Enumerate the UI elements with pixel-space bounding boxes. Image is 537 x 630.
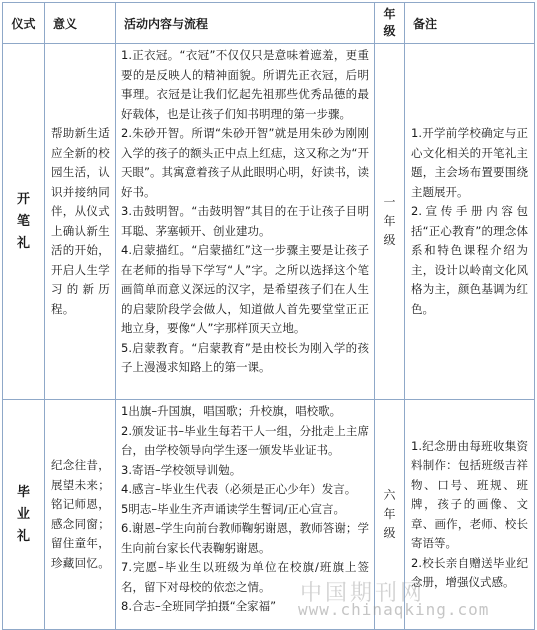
content-step: 7.完愿–毕业生以班级为单位在校旗/班旗上签名，留下对母校的依恋之情。: [121, 560, 369, 594]
header-content: 活动内容与流程: [116, 3, 375, 44]
content-step: 2.朱砂开智。所谓“朱砂开智”就是用朱砂为刚刚入学的孩子的额头正中点上红痣，这又称之为“开天眼”。其寓意着孩子从此眼明心明，好读书，读好书。: [121, 126, 369, 199]
ceremony-table: [2, 2, 535, 630]
header-meaning: 意义: [45, 3, 116, 44]
content-step: 1出旗–升国旗，唱国歌；升校旗，唱校歌。: [121, 404, 342, 418]
meaning-cell-kaibi: [45, 44, 116, 400]
content-step: 3.击鼓明智。“击鼓明智”其目的在于让孩子目明耳聪、茅塞顿开、创业建功。: [121, 204, 369, 238]
table-row-kaibi: [3, 44, 535, 400]
ceremony-type-kaibi: 开 笔 礼: [3, 44, 45, 400]
note-item: 2.宣传手册内容包括“正心教育”的理念体系和特色课程介绍为主，设计以岭南文化风格为主，颜色基调为红色。: [411, 204, 528, 316]
meaning-cell-biye: [45, 400, 116, 630]
content-step: 5.启蒙教育。“启蒙教育”是由校长为刚入学的孩子上漫漫求知路上的第一课。: [121, 340, 369, 374]
grade-cell-kaibi: 一 年 级: [375, 44, 405, 400]
content-step: 6.谢恩–学生向前台教师鞠躬谢恩，教师答谢；学生向前台家长代表鞠躬谢恩。: [121, 521, 369, 555]
grade-cell-biye: 六 年 级: [375, 400, 405, 630]
content-step: 8.合志–全班同学拍摄“全家福”: [121, 599, 277, 613]
header-notes: 备注: [405, 3, 535, 44]
content-step: 4.感言–毕业生代表（必须是正心少年）发言。: [121, 482, 357, 496]
note-item: 1.开学前学校确定与正心文化相关的开笔礼主题，主会场布置要围绕主题展开。: [411, 126, 528, 199]
watermark-url: www.chinaqking.com: [298, 600, 490, 619]
notes-cell-kaibi: [405, 44, 535, 400]
watermark-text: 中国期刊网: [300, 581, 426, 606]
note-item: 2.校长亲自赠送毕业纪念册，增强仪式感。: [411, 555, 528, 589]
header-type: 仪式: [3, 3, 45, 44]
content-cell-kaibi: [116, 44, 375, 400]
header-grade: 年级: [375, 3, 405, 44]
content-step: 1.正衣冠。“衣冠”不仅仅只是意味着遮羞，更重要的是反映人的精神面貌。所谓先正衣冠，后明事理。衣冠是让我们忆起先祖那些优秀品德的最好载体，也是让孩子们知书明理的第一步骤。: [121, 48, 369, 121]
ceremony-type-biye: 毕 业 礼: [3, 400, 45, 630]
content-step: 3.寄语–学校领导训勉。: [121, 462, 242, 477]
table-header-row: [3, 3, 535, 44]
table-row-biye: [3, 400, 535, 630]
meaning-text: 帮助新生适应全新的校园生活，认识并接纳同伴，从仪式上确认新生活的开始，开启人生学习的新历程。: [51, 126, 110, 316]
meaning-text: 纪念往昔，展望未来；铭记师恩，感念同窗；留住童年，珍藏回忆。: [51, 458, 110, 570]
content-step: 4.启蒙描红。“启蒙描红”这一步骤主要是让孩子在老师的指导下学写“人”字。之所以选择这个笔画简单而意义深远的汉字，是希望孩子们在人生的启蒙阶段学会做人，知道做人首先要堂堂正正地立身，要像“人”字那样顶天立地。: [121, 243, 369, 335]
note-item: 1.纪念册由每班收集资料制作：包括班级吉祥物、口号、班规、班牌，孩子的画像、文章、画作，老师、校长寄语等。: [411, 438, 528, 550]
content-step: 5明志–毕业生齐声诵读学生誓词/正心宣言。: [121, 501, 345, 516]
content-step: 2.颁发证书–毕业生每若干人一组，分批走上主席台，由学校领导向学生逐一颁发毕业证书。: [121, 423, 369, 457]
